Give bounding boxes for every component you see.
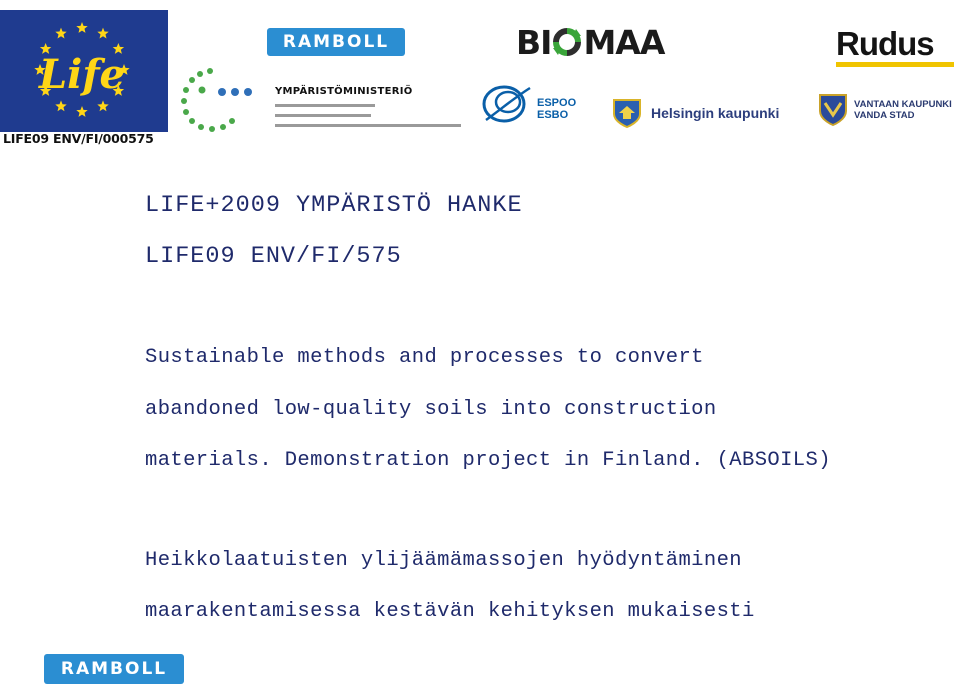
vantaa-name-sv: VANDA STAD	[854, 110, 915, 121]
ymparistoministerio-logo	[180, 66, 470, 134]
ramboll-logo-top: RAMBOLL	[267, 28, 405, 56]
ramboll-logo-footer: RAMBOLL	[44, 654, 184, 684]
espoo-name-fi: ESPOO	[537, 97, 577, 109]
helsinki-crest-icon	[611, 97, 643, 129]
ym-smiley-icon	[180, 66, 270, 134]
espoo-logo	[480, 80, 590, 128]
life-wordmark: Life	[39, 51, 125, 98]
vantaa-name-fi: VANTAAN KAUPUNKI	[854, 99, 952, 110]
helsinki-name: Helsingin kaupunki	[651, 105, 780, 121]
eu-star-icon	[97, 100, 108, 111]
eu-stars-icon	[0, 10, 168, 132]
eu-life-logo	[0, 10, 168, 132]
biomaa-text-left: BI	[516, 22, 552, 62]
vantaa-crest-icon	[818, 93, 848, 127]
helsinki-logo	[611, 95, 779, 131]
ym-title: YMPÄRISTÖMINISTERIÖ	[275, 86, 413, 97]
ym-subtitle-line	[275, 104, 375, 107]
espoo-name-sv: ESBO	[537, 109, 569, 121]
description-fi-line: Heikkolaatuisten ylijäämämassojen hyödyntäminen	[145, 549, 742, 572]
biomaa-logo	[516, 22, 664, 62]
ym-subtitle-line	[275, 124, 461, 127]
description-en-line: Sustainable methods and processes to convert	[145, 346, 704, 369]
description-en-line: abandoned low-quality soils into construction	[145, 398, 717, 421]
description-fi-line: maarakentamisessa kestävän kehityksen mukaisesti	[145, 600, 755, 623]
project-code: LIFE09 ENV/FI/575	[145, 243, 402, 270]
biomaa-text-right: MAA	[583, 22, 665, 62]
description-en-line: materials. Demonstration project in Finland. (ABSOILS)	[145, 449, 831, 472]
ym-subtitle-line	[275, 114, 371, 117]
project-title: LIFE+2009 YMPÄRISTÖ HANKE	[145, 192, 523, 219]
biomaa-recycle-icon	[552, 27, 582, 57]
eu-star-icon	[55, 100, 66, 111]
espoo-swirl-icon	[480, 80, 536, 128]
rudus-logo	[836, 26, 954, 70]
eu-star-icon	[76, 22, 87, 33]
eu-star-icon	[55, 28, 66, 39]
eu-star-icon	[97, 28, 108, 39]
eu-star-icon	[76, 106, 87, 117]
rudus-wordmark: Rudus	[836, 25, 934, 62]
rudus-underline	[836, 62, 954, 67]
life-project-code: LIFE09 ENV/FI/000575	[3, 131, 154, 146]
vantaa-logo	[818, 92, 952, 128]
